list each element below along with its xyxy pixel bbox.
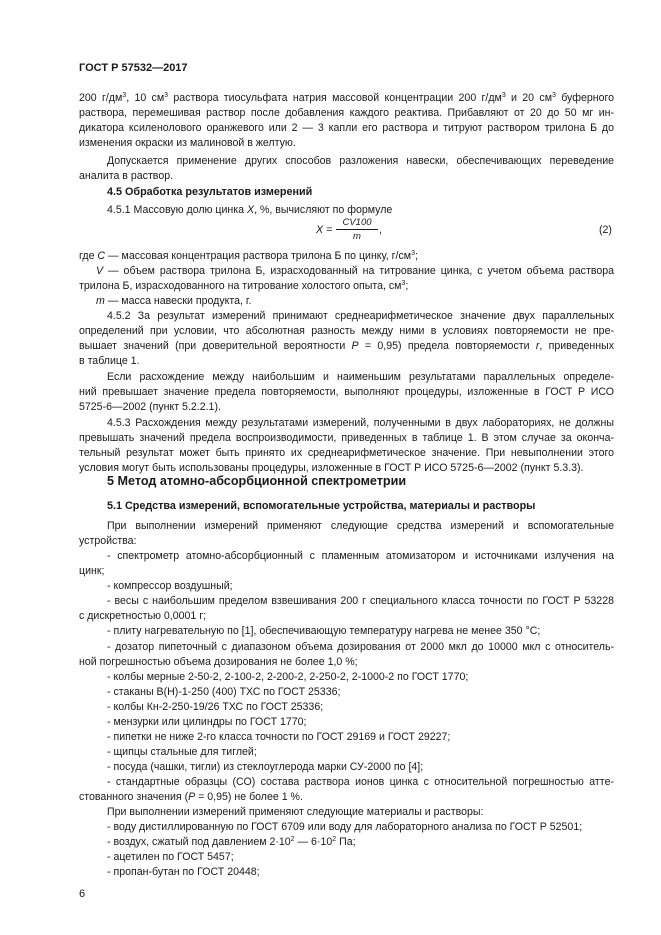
list-item: - мензурки или цилиндры по ГОСТ 1770; bbox=[107, 716, 307, 728]
section-heading-5-1: 5.1 Средства измерений, вспомогательные устройства, материалы и растворы bbox=[107, 500, 536, 512]
text-line: где C — массовая концентрация раствора трилона Б по цинку, $г/см^3$; bbox=[79, 250, 418, 262]
text-line: При выполнении измерений применяют следующие материалы и растворы: bbox=[107, 806, 484, 818]
list-item: - плиту нагревательную по [1], обеспечивающую температуру нагрева не менее 350 °С; bbox=[107, 625, 541, 637]
text-line: изменения окраски из малиновой в желтую. bbox=[79, 137, 296, 149]
text-line: превышать значений предела воспроизводимости, приведенных в таблице 1. В этом случае за оконча- bbox=[79, 432, 614, 444]
text-line: условия могут быть использованы процедуры, изложенные в ГОСТ Р ИСО 5725-6—2002 (пункт 5.3.3). bbox=[79, 462, 584, 474]
text-line: трилона Б, израсходованного на титрование холостого опыта, $см^3$; bbox=[79, 280, 409, 292]
list-item: - воздух, сжатый под давлением $2\cdot 10^2$ — $6\cdot 10^2$ Па; bbox=[107, 836, 356, 848]
list-item: ной погрешностью объема дозирования не более 1,0 %; bbox=[79, 656, 358, 668]
text-line: 4.5.1 Массовую долю цинка X, %, вычисляют по формуле bbox=[107, 204, 393, 216]
text-line: определений при условии, что абсолютная разность между ними в условиях повторяемости не пре- bbox=[79, 325, 614, 337]
list-item: - стандартные образцы (СО) состава раствора ионов цинка с относительной погрешностью аттe- bbox=[107, 776, 614, 788]
list-item: цинк; bbox=[79, 565, 105, 577]
list-item: - компрессор воздушный; bbox=[107, 580, 233, 592]
text-line: дикатора ксиленолового оранжевого или 2 — 3 капли его раствора и титруют раствором трилона Б до bbox=[79, 122, 614, 134]
list-item: - колбы мерные 2-50-2, 2-100-2, 2-200-2, 2-250-2, 2-1000-2 по ГОСТ 1770; bbox=[107, 671, 469, 683]
list-item: - посуда (чашки, тигли) из стеклоуглерода марки СУ-2000 по [4]; bbox=[107, 761, 424, 773]
fraction-bar bbox=[336, 229, 378, 230]
list-item: - стаканы В(Н)-1-250 (400) ТХС по ГОСТ 25336; bbox=[107, 686, 341, 698]
text-line: раствора, перемешивая раствор после добавления каждого реактива. Прибавляют от 20 до 50 мг ин- bbox=[79, 107, 614, 119]
formula-comma: , bbox=[379, 224, 382, 236]
list-item: - пипетки не ниже 2-го класса точности по ГОСТ 29169 и ГОСТ 29227; bbox=[107, 731, 451, 743]
text-line: Допускается применение других способов разложения навески, обеспечивающих переведение bbox=[107, 155, 614, 167]
list-item: - колбы Кн-2-250-19/26 ТХС по ГОСТ 25336; bbox=[107, 701, 324, 713]
list-item: стованного значения (P = 0,95) не более 1 %. bbox=[79, 791, 303, 803]
text-line: Если расхождение между наибольшим и наименьшим результатами параллельных определе- bbox=[107, 371, 614, 383]
text-line: 4.5.2 За результат измерений принимают среднеарифметическое значение двух параллельных bbox=[107, 310, 614, 322]
section-heading-5: 5 Метод атомно-абсорбционной спектрометрии bbox=[107, 474, 407, 488]
text-line: вышает значений (при доверительной вероятности P = 0,95) предела повторяемости r, приведенных bbox=[79, 340, 614, 352]
text-line: 200 $г/дм^3$, 10 $см^3$ раствора тиосульфата натрия массовой концентрации 200 $г/дм^3$ и 20 $см^3$ буферного bbox=[79, 92, 614, 104]
text-line: аналита в раствор. bbox=[79, 170, 174, 182]
formula-denominator: m bbox=[353, 231, 361, 242]
list-item: с дискретностью 0,0001 г; bbox=[79, 610, 207, 622]
formula-fraction bbox=[336, 217, 378, 242]
list-item: - весы с наибольшим пределом взвешивания 200 г специального класса точности по ГОСТ Р 53228 bbox=[107, 595, 614, 607]
text-line: При выполнении измерений применяют следующие средства измерений и вспомогательные bbox=[107, 520, 614, 532]
equation-number: (2) bbox=[599, 224, 612, 236]
page-number: 6 bbox=[79, 888, 86, 900]
text-line: устройства: bbox=[79, 535, 137, 547]
text-line: 5725-6—2002 (пункт 5.2.2.1). bbox=[79, 401, 221, 413]
formula-numerator: CV100 bbox=[342, 217, 372, 228]
section-heading-4-5: 4.5 Обработка результатов измерений bbox=[107, 186, 313, 198]
document-header: ГОСТ Р 57532—2017 bbox=[79, 62, 188, 74]
list-item: - дозатор пипеточный с диапазоном объема дозирования от 2000 мкл до 10000 мкл с относитель- bbox=[107, 641, 614, 653]
list-item: - щипцы стальные для тиглей; bbox=[107, 746, 257, 758]
list-item: - воду дистиллированную по ГОСТ 6709 или воду для лабораторного анализа по ГОСТ Р 52501; bbox=[107, 821, 583, 833]
text-line: в таблице 1. bbox=[79, 355, 140, 367]
text-line: V — объем раствора трилона Б, израсходованный на титрование цинка, с учетом объема раствора bbox=[96, 265, 614, 277]
list-item: - ацетилен по ГОСТ 5457; bbox=[107, 851, 234, 863]
text-line: тельный результат может быть принято их среднеарифметическое значение. При невыполнении этого bbox=[79, 447, 614, 459]
formula-lhs: X = bbox=[316, 224, 333, 236]
text-line: 4.5.3 Расхождения между результатами измерений, полученными в двух лабораториях, не должны bbox=[107, 417, 614, 429]
list-item: - спектрометр атомно-абсорбционный с пламенным атомизатором и источниками излучения на bbox=[107, 550, 614, 562]
text-line: m — масса навески продукта, г. bbox=[96, 295, 252, 307]
list-item: - пропан-бутан по ГОСТ 20448; bbox=[107, 866, 260, 878]
text-line: ний превышает значение предела повторяемости, выполняют процедуры, изложенные в ГОСТ Р ИСО bbox=[79, 386, 614, 398]
